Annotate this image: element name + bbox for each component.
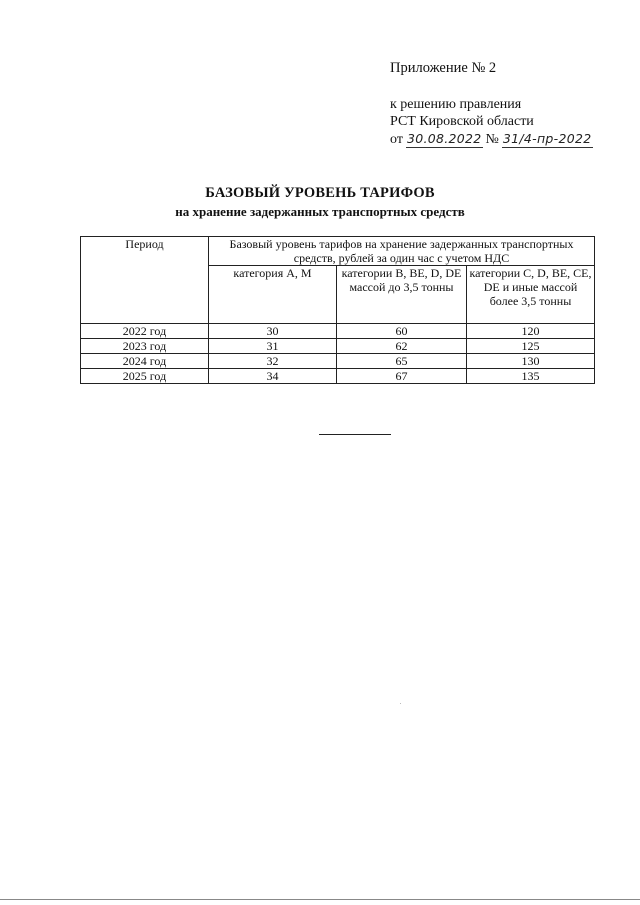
period-cell: 2025 год bbox=[81, 369, 209, 384]
value-cell: 65 bbox=[337, 354, 467, 369]
period-cell: 2023 год bbox=[81, 339, 209, 354]
period-header: Период bbox=[81, 237, 209, 324]
appendix-header bbox=[390, 60, 593, 148]
value-cell: 32 bbox=[209, 354, 337, 369]
value-cell: 31 bbox=[209, 339, 337, 354]
value-cell: 60 bbox=[337, 324, 467, 339]
number-prefix: № bbox=[485, 132, 499, 147]
appendix-number: Приложение № 2 bbox=[390, 60, 497, 76]
page-bottom-edge bbox=[0, 899, 640, 900]
decision-reference bbox=[390, 130, 593, 148]
document-title bbox=[0, 185, 640, 220]
from-prefix: от bbox=[390, 132, 403, 147]
value-cell: 34 bbox=[209, 369, 337, 384]
category-header-am: категория A, M bbox=[209, 266, 337, 324]
value-cell: 130 bbox=[467, 354, 595, 369]
decision-line-1: к решению правления bbox=[390, 97, 522, 112]
tariff-group-header: Базовый уровень тарифов на хранение задержанных транспортных средств, рублей за один час с учетом НДС bbox=[209, 237, 595, 266]
value-cell: 67 bbox=[337, 369, 467, 384]
period-cell: 2024 год bbox=[81, 354, 209, 369]
tariff-table bbox=[80, 236, 595, 384]
title-main: БАЗОВЫЙ УРОВЕНЬ ТАРИФОВ bbox=[205, 185, 435, 201]
scan-speck bbox=[400, 703, 401, 704]
table-row bbox=[81, 354, 595, 369]
category-header-heavy: категории C, D, BE, CE, DE и иные массой более 3,5 тонны bbox=[467, 266, 595, 324]
title-sub: на хранение задержанных транспортных средств bbox=[175, 204, 465, 219]
table-row bbox=[81, 369, 595, 384]
decision-line-2: РСТ Кировской области bbox=[390, 114, 534, 129]
value-cell: 30 bbox=[209, 324, 337, 339]
value-cell: 135 bbox=[467, 369, 595, 384]
category-header-light: категории B, BE, D, DE массой до 3,5 тонны bbox=[337, 266, 467, 324]
handwritten-date: 30.08.2022 bbox=[406, 131, 482, 146]
table-row bbox=[81, 339, 595, 354]
table-row bbox=[81, 324, 595, 339]
period-cell: 2022 год bbox=[81, 324, 209, 339]
value-cell: 125 bbox=[467, 339, 595, 354]
handwritten-number: 31/4-пр-2022 bbox=[502, 131, 592, 146]
value-cell: 62 bbox=[337, 339, 467, 354]
value-cell: 120 bbox=[467, 324, 595, 339]
end-rule bbox=[319, 434, 391, 435]
